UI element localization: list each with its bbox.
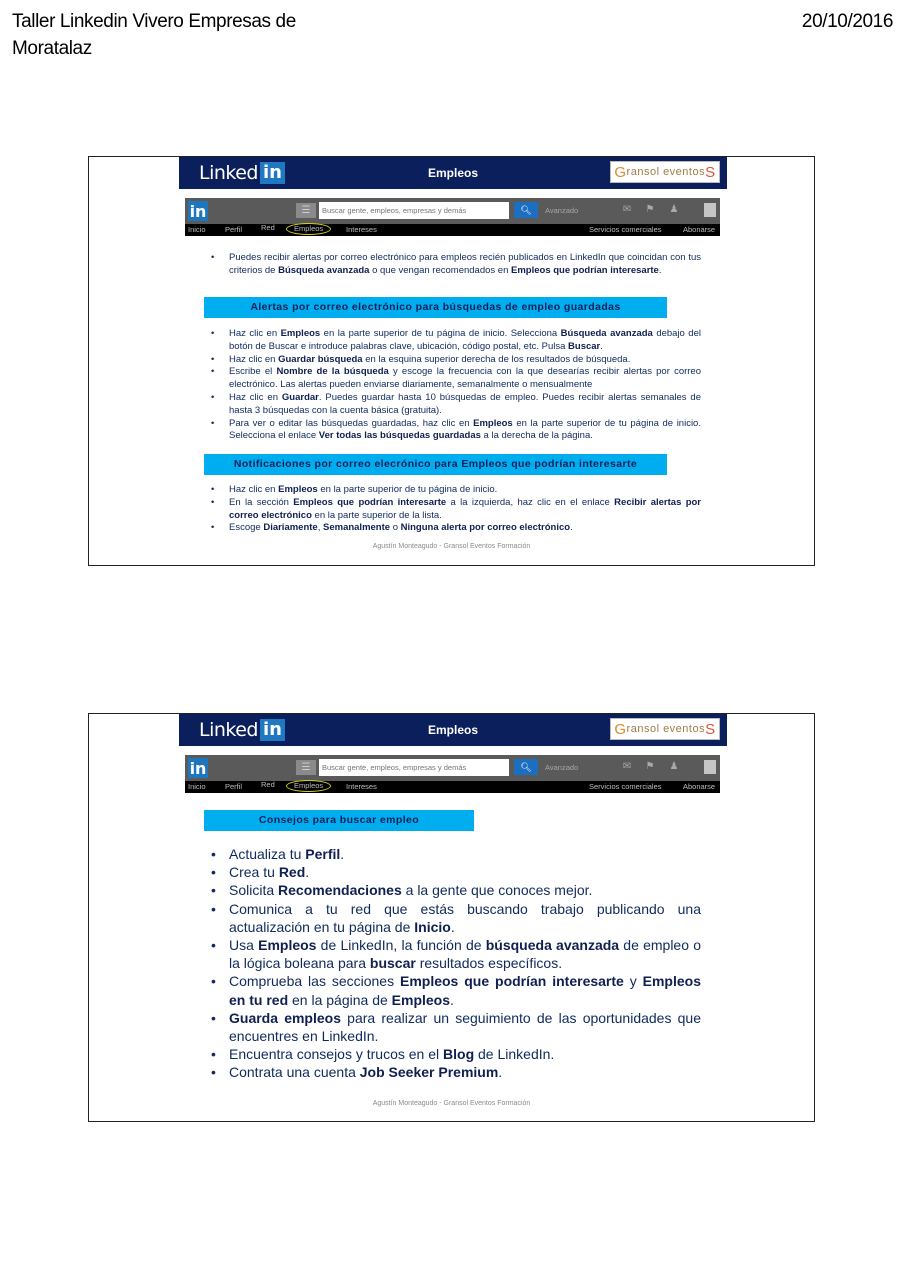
gransol-eventos-logo — [610, 161, 720, 183]
nav-inicio[interactable]: Inicio — [188, 225, 206, 234]
logo-word: Linked — [199, 719, 258, 741]
nav-servicios-comerciales[interactable]: Servicios comerciales — [589, 225, 662, 234]
mail-icon[interactable]: ✉ — [622, 761, 632, 772]
logo-s: S — [705, 720, 716, 738]
list-item: • Usa Empleos de LinkedIn, la función de búsqueda avanzada de empleo o la lógica boleana para buscar resultados específicos. — [209, 936, 701, 972]
add-person-icon[interactable]: ♟ — [669, 761, 679, 772]
nav-inicio[interactable]: Inicio — [188, 782, 206, 791]
search-icon: 🔍︎ — [520, 762, 532, 772]
alertas-list — [209, 328, 701, 443]
slide-banner — [179, 157, 727, 189]
nav-red[interactable]: Red — [261, 780, 275, 789]
search-input[interactable] — [319, 202, 509, 219]
flag-icon[interactable]: ⚑ — [645, 204, 655, 215]
list-item: • Encuentra consejos y trucos en el Blog de LinkedIn. — [209, 1045, 701, 1063]
nav-red[interactable]: Red — [261, 223, 275, 232]
avatar-icon[interactable] — [704, 203, 716, 217]
list-item: • Escoge Diariamente, Semanalmente o Ninguna alerta por correo electrónico. — [209, 522, 701, 535]
page-header-date: 20/10/2016 — [801, 11, 893, 32]
search-input[interactable] — [319, 759, 509, 776]
list-item: • Actualiza tu Perfil. — [209, 845, 701, 863]
intro-list — [209, 252, 701, 278]
linkedin-logo-icon[interactable]: in — [189, 202, 207, 221]
list-item: • Solicita Recomendaciones a la gente que conoces mejor. — [209, 881, 701, 899]
advanced-search-link[interactable]: Avanzado — [545, 763, 579, 772]
list-item: • Escribe el Nombre de la búsqueda y escoge la frecuencia con la que desearías recibir alertas por correo electrónico. Las alertas pueden enviarse diariamente, semanalmente o mensualmente — [209, 366, 701, 392]
logo-text: ransol eventos — [626, 723, 706, 735]
page-header-title: Taller Linkedin Vivero Empresas de Moratalaz — [12, 11, 296, 59]
list-item: • Crea tu Red. — [209, 863, 701, 881]
search-icon: 🔍︎ — [520, 205, 532, 215]
nav-perfil[interactable]: Perfil — [225, 225, 243, 234]
list-item: • Puedes recibir alertas por correo electrónico para empleos recién publicados en LinkedIn que coincidan con tus criterios de Búsqueda avanzada o que vengan recomendados en Empleos que podrían interesarte. — [209, 252, 701, 278]
list-item: • Haz clic en Empleos en la parte superior de tu página de inicio. — [209, 484, 701, 497]
footer-credit: Agustín Monteagudo - Gransol Eventos Formación — [372, 1100, 531, 1107]
navbar-top — [185, 198, 720, 224]
add-person-icon[interactable]: ♟ — [669, 204, 679, 215]
nav-empleos[interactable]: Empleos — [286, 223, 331, 235]
logo-word: Linked — [199, 162, 258, 184]
linkedin-navbar — [185, 198, 720, 236]
banner-title: Empleos — [427, 723, 478, 737]
list-item: • Haz clic en Empleos en la parte superior de tu página de inicio. Selecciona Búsqueda avanzada debajo del botón de Buscar e introduce palabras clave, ubicación, código postal, etc. Pulsa Buscar. — [209, 328, 701, 354]
banner-title: Empleos — [427, 166, 478, 180]
search-category-menu-icon[interactable]: ☰ — [296, 203, 316, 218]
footer-credit: Agustín Monteagudo - Gransol Eventos Formación — [372, 543, 531, 550]
slide-banner — [179, 714, 727, 746]
logo-s: S — [705, 163, 716, 181]
slide-2 — [88, 713, 815, 1122]
advanced-search-link[interactable]: Avanzado — [545, 206, 579, 215]
nav-servicios-comerciales[interactable]: Servicios comerciales — [589, 782, 662, 791]
search-button[interactable] — [514, 202, 538, 218]
nav-perfil[interactable]: Perfil — [225, 782, 243, 791]
flag-icon[interactable]: ⚑ — [645, 761, 655, 772]
navbar-top — [185, 755, 720, 781]
nav-abonarse[interactable]: Abonarse — [683, 225, 716, 234]
logo-in-box: in — [260, 719, 285, 741]
list-item: • Comprueba las secciones Empleos que podrían interesarte y Empleos en tu red en la página de Empleos. — [209, 972, 701, 1008]
list-item: • Para ver o editar las búsquedas guardadas, haz clic en Empleos en la parte superior de tu página de inicio. Selecciona el enlace Ver todas las búsquedas guardadas a la derecha de la página. — [209, 418, 701, 444]
list-item: • En la sección Empleos que podrían interesarte a la izquierda, haz clic en el enlace Recibir alertas por correo electrónico en la parte superior de la lista. — [209, 497, 701, 523]
slide-1 — [88, 156, 815, 566]
logo-in-box: in — [260, 162, 285, 184]
consejos-list — [209, 845, 701, 1082]
notificaciones-list — [209, 484, 701, 535]
mail-icon[interactable]: ✉ — [622, 204, 632, 215]
logo-g: G — [614, 720, 627, 738]
nav-intereses[interactable]: Intereses — [346, 782, 377, 791]
linkedin-navbar — [185, 755, 720, 793]
list-item: • Contrata una cuenta Job Seeker Premium. — [209, 1063, 701, 1081]
logo-text: ransol eventos — [626, 166, 706, 178]
logo-g: G — [614, 163, 627, 181]
linkedin-logo-icon[interactable]: in — [189, 759, 207, 778]
nav-intereses[interactable]: Intereses — [346, 225, 377, 234]
section-title-notificaciones: Notificaciones por correo elecrónico para Empleos que podrían interesarte — [204, 454, 667, 475]
avatar-icon[interactable] — [704, 760, 716, 774]
nav-empleos[interactable]: Empleos — [286, 780, 331, 792]
search-category-menu-icon[interactable]: ☰ — [296, 760, 316, 775]
search-button[interactable] — [514, 759, 538, 775]
section-title-alertas: Alertas por correo electrónico para búsquedas de empleo guardadas — [204, 297, 667, 318]
list-item: • Guarda empleos para realizar un seguimiento de las oportunidades que encuentres en LinkedIn. — [209, 1009, 701, 1045]
gransol-eventos-logo — [610, 718, 720, 740]
navbar-menu — [185, 224, 720, 236]
nav-abonarse[interactable]: Abonarse — [683, 782, 716, 791]
list-item: • Haz clic en Guardar. Puedes guardar hasta 10 búsquedas de empleo. Puedes recibir alertas semanales de hasta 3 búsquedas con la cuenta básica (gratuita). — [209, 392, 701, 418]
list-item: • Comunica a tu red que estás buscando trabajo publicando una actualización en tu página de Inicio. — [209, 900, 701, 936]
list-item: • Haz clic en Guardar búsqueda en la esquina superior derecha de los resultados de búsqueda. — [209, 354, 701, 367]
section-title-consejos: Consejos para buscar empleo — [204, 810, 474, 831]
navbar-menu — [185, 781, 720, 793]
